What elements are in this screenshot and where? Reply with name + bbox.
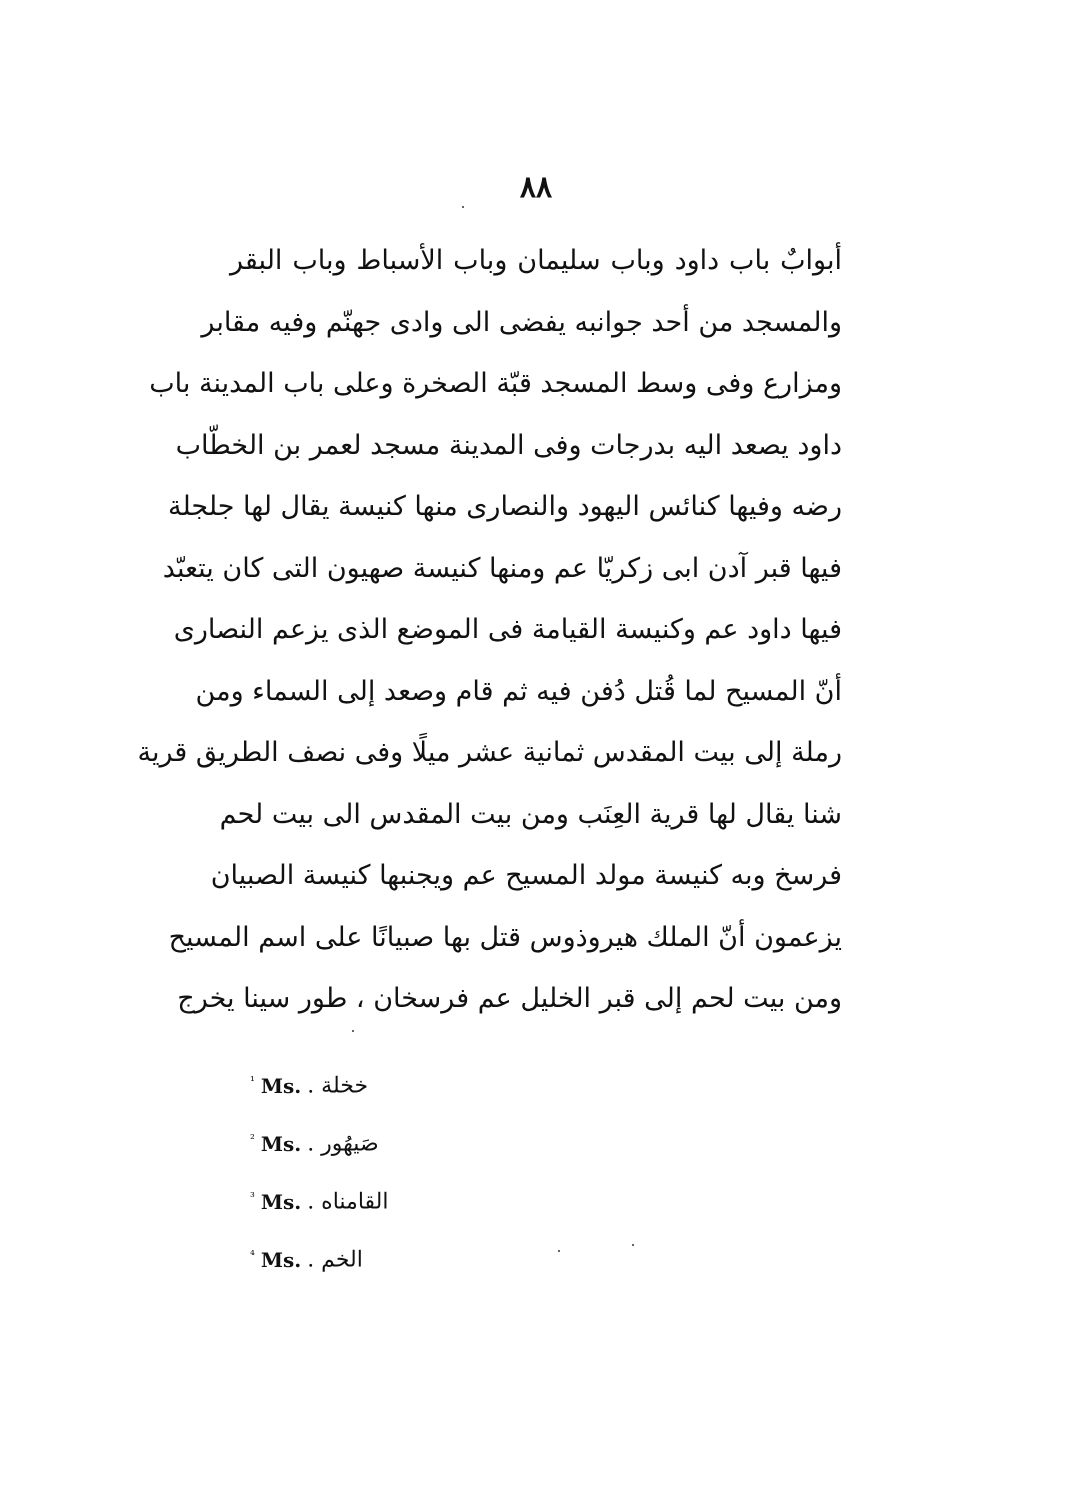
footnote-label: Ms.	[260, 1073, 302, 1098]
page-number: ٨٨	[519, 170, 553, 205]
footnote-3	[250, 1168, 430, 1226]
footnote-label: Ms.	[260, 1189, 302, 1214]
text-line: فيها قبر آدن ابى زكريّا عم ومنها كنيسة صهيون التى كان يتعبّد	[162, 552, 842, 584]
text-line: داود يصعد اليه بدرجات وفى المدينة مسجد لعمر بن الخطّاب	[175, 429, 842, 461]
footnote-text: صَيهُور .	[307, 1131, 379, 1157]
footnote-label: Ms.	[260, 1131, 302, 1156]
text-line: رضه وفيها كنائس اليهود والنصارى منها كنيسة يقال لها جلجلة	[167, 491, 842, 522]
scan-speck	[462, 206, 464, 208]
footnotes	[250, 1052, 430, 1284]
text-line: ومزارع وفى وسط المسجد قبّة الصخرة وعلى باب المدينة باب	[149, 368, 842, 399]
text-line: فرسخ وبه كنيسة مولد المسيح عم ويجنبها كنيسة الصبيان	[210, 860, 842, 891]
text-line: ومن بيت لحم إلى قبر الخليل عم فرسخان ، طور سينا يخرج	[177, 983, 842, 1014]
text-line: يزعمون أنّ الملك هيروذوس قتل بها صبيانًا على اسم المسيح	[168, 921, 842, 953]
text-line: شنا يقال لها قرية العِنَب ومن بيت المقدس الى بيت لحم	[219, 798, 842, 830]
footnote-label: Ms.	[260, 1247, 302, 1272]
text-line: أنّ المسيح لما قُتل دُفن فيه ثم قام وصعد إلى السماء ومن	[195, 675, 842, 707]
footnote-text: الخم .	[307, 1247, 363, 1273]
footnote-2	[250, 1110, 430, 1168]
footnote-text: القامناه .	[307, 1189, 389, 1215]
main-text-block	[137, 230, 842, 1030]
footnote-mark: ²	[250, 1132, 255, 1146]
footnote-text: خخلة .	[307, 1073, 369, 1099]
scan-speck	[632, 1244, 634, 1246]
text-line: والمسجد من أحد جوانبه يفضى الى وادى جهنّم وفيه مقابر	[201, 306, 842, 338]
footnote-mark: ⁴	[250, 1248, 255, 1262]
text-line: رملة إلى بيت المقدس ثمانية عشر ميلًا وفى نصف الطريق قرية	[137, 737, 842, 768]
footnote-mark: ³	[250, 1190, 255, 1204]
scan-speck	[352, 1030, 354, 1032]
footnote-1	[250, 1052, 430, 1110]
text-line: فيها داود عم وكنيسة القيامة فى الموضع الذى يزعم النصارى	[173, 614, 842, 645]
text-line: أبوابٌ باب داود وباب سليمان وباب الأسباط وباب البقر	[230, 245, 842, 276]
footnote-4	[250, 1226, 430, 1284]
footnote-mark: ¹	[250, 1074, 255, 1088]
scan-speck	[558, 1250, 560, 1252]
